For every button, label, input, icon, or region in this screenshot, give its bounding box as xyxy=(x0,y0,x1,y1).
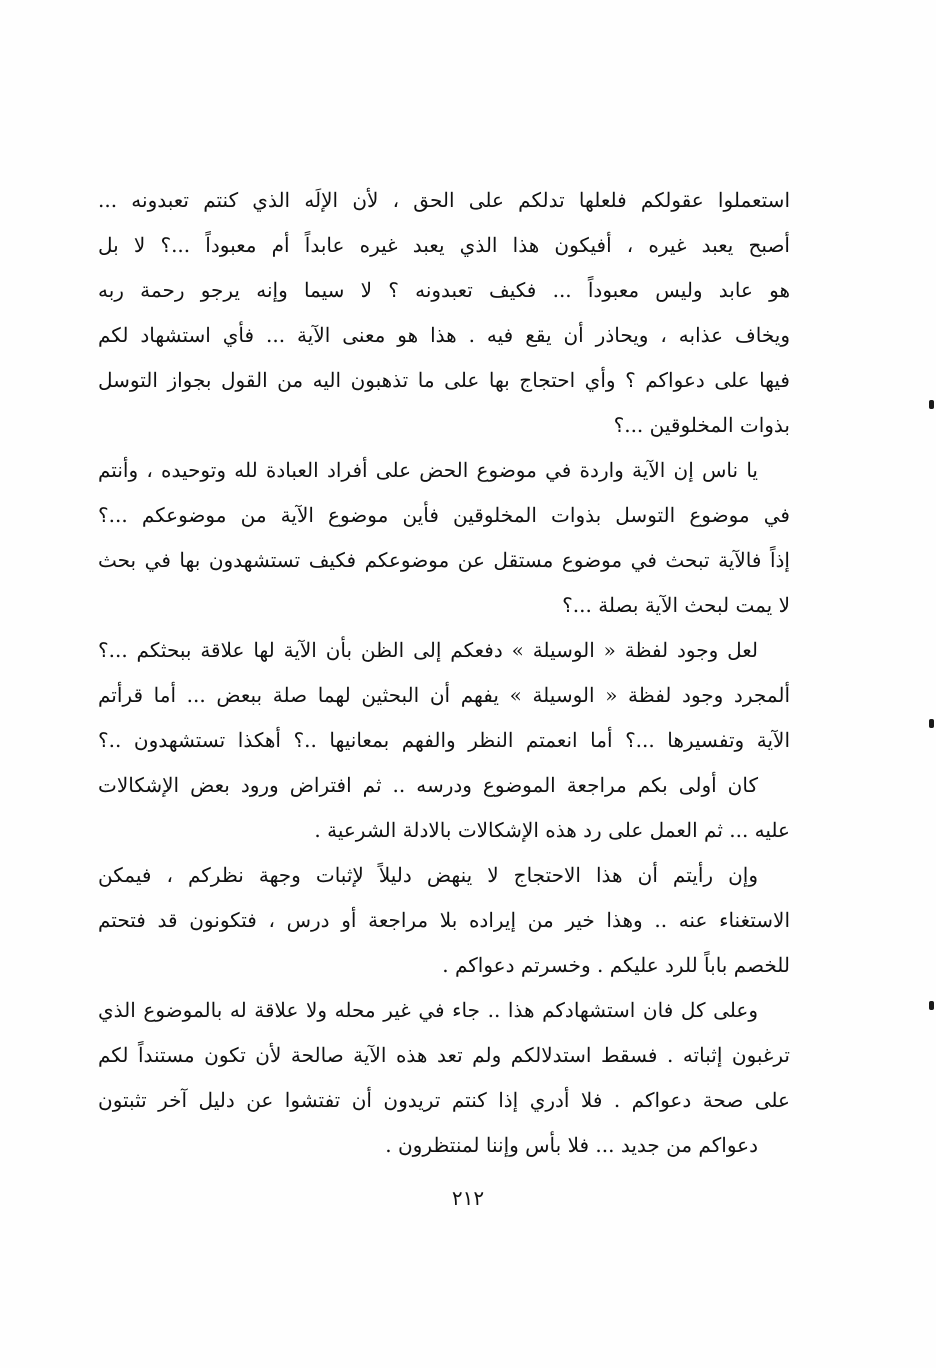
text-line: عليه ... ثم العمل على رد هذه الإشكالات بالادلة الشرعية . xyxy=(314,818,790,842)
scan-margin-mark xyxy=(929,1001,934,1010)
page-number: ٢١٢ xyxy=(451,1186,485,1210)
text-line: لعل وجود لفظة « الوسيلة » دفعكم إلى الظن بأن الآية لها علاقة ببحثكم ...؟ xyxy=(98,638,758,662)
scan-margin-mark xyxy=(929,400,934,409)
text-line: إذاً فالآية تبحث في موضوع مستقل عن موضوعكم فكيف تستشهدون بها في بحث xyxy=(98,548,790,572)
text-line: على صحة دعواكم . فلا أدري إذا كنتم تريدون أن تفتشوا عن دليل آخر تثبتون xyxy=(98,1088,790,1112)
paragraph-6 xyxy=(98,988,790,1168)
text-line: ترغبون إثباته . فسقط استدلالكم ولم تعد هذه الآية صالحة لأن تكون مستنداً لكم xyxy=(98,1043,790,1067)
paragraph-1 xyxy=(98,178,790,448)
paragraph-5 xyxy=(98,853,790,988)
text-line: ألمجرد وجود لفظة « الوسيلة » يفهم أن البحثين لهما صلة ببعض ... أما قرأتم xyxy=(98,683,790,707)
text-line: أصبح يعبد غيره ، أفيكون هذا الذي يعبد غيره عابداً أم معبوداً ...؟ لا بل xyxy=(98,233,790,257)
text-line: ويخاف عذابه ، ويحاذر أن يقع فيه . هذا هو معنى الآية ... فأي استشهاد لكم xyxy=(98,323,790,347)
text-line: بذوات المخلوقين ...؟ xyxy=(613,413,790,437)
text-line: الآية وتفسيرها ...؟ أما انعمتم النظر والفهم بمعانيها ..؟ أهكذا تستشهدون ..؟ xyxy=(98,728,790,752)
text-line: هو عابد وليس معبوداً ... فكيف تعبدونه ؟ لا سيما وإنه يرجو رحمة ربه xyxy=(98,278,790,302)
paragraph-3 xyxy=(98,628,790,763)
text-line: لا يمت لبحث الآية بصلة ...؟ xyxy=(562,593,790,617)
paragraph-2 xyxy=(98,448,790,628)
text-line: للخصم باباً للرد عليكم . وخسرتم دعواكم . xyxy=(442,953,790,977)
text-line: فيها على دعواكم ؟ وأي احتجاج بها على ما تذهبون اليه من القول بجواز التوسل xyxy=(98,368,790,392)
body-text xyxy=(98,178,790,1168)
text-line: الاستغناء عنه .. وهذا خير من إيراده بلا مراجعة أو درس ، فتكونون قد فتحتم xyxy=(98,908,790,932)
scan-margin-mark xyxy=(929,719,934,728)
text-line: كان أولى بكم مراجعة الموضوع ودرسه .. ثم افتراض ورود بعض الإشكالات xyxy=(98,773,758,797)
text-line: في موضوع التوسل بذوات المخلوقين فأين موضوع الآية من موضوعكم ...؟ xyxy=(98,503,790,527)
paragraph-4 xyxy=(98,763,790,853)
text-line: وعلى كل فان استشهادكم هذا .. جاء في غير محله ولا علاقة له بالموضوع الذي xyxy=(98,998,758,1022)
text-line: دعواكم من جديد ... فلا بأس وإننا لمنتظرون . xyxy=(385,1133,758,1157)
text-line: استعملوا عقولكم فلعلها تدلكم على الحق ، لأن الإلَه الذي كنتم تعبدونه ... xyxy=(98,188,790,212)
text-line: وإن رأيتم أن هذا الاحتجاج لا ينهض دليلاً لإثبات وجهة نظركم ، فيمكن xyxy=(98,863,758,887)
text-line: يا ناس إن الآية واردة في موضوع الحض على أفراد العبادة لله وتوحيده ، وأنتم xyxy=(98,458,758,482)
